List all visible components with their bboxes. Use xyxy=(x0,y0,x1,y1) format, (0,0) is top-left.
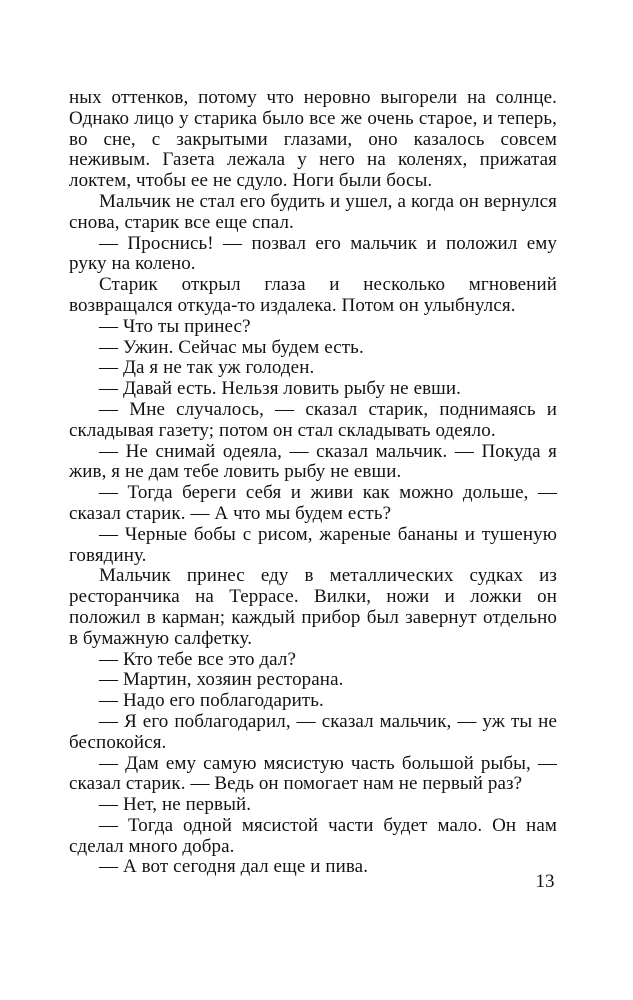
paragraph: Мальчик принес еду в металлических судках из ресторанчика на Террасе. Вилки, ножи и ложки он положил в карман; каждый прибор был завернут отдельно в бумажную салфетку. xyxy=(69,565,557,649)
paragraph: — Что ты принес? xyxy=(99,315,251,337)
page-number: 13 xyxy=(535,871,555,892)
paragraph: — Надо его поблагодарить. xyxy=(99,690,324,712)
paragraph: — Дам ему самую мясистую часть большой рыбы, — сказал старик. — Ведь он помогает нам не первый раз? xyxy=(69,752,557,795)
paragraph: Старик открыл глаза и несколько мгновений возвращался откуда-то издалека. Потом он улыбнулся. xyxy=(69,274,557,316)
paragraph: — Да я не так уж голоден. xyxy=(99,357,315,379)
paragraph: — Нет, не первый. xyxy=(99,794,252,816)
paragraph: — Тогда одной мясистой части будет мало. Он нам сделал много добра. xyxy=(69,814,557,857)
paragraph: — Я его поблагодарил, — сказал мальчик, — уж ты не беспокойся. xyxy=(69,710,557,753)
paragraph: Мальчик не стал его будить и ушел, а когда он вернулся снова, старик все еще спал. xyxy=(69,190,557,233)
paragraph: — Не снимай одеяла, — сказал мальчик. — Покуда я жив, я не дам тебе ловить рыбу не евши. xyxy=(69,440,557,483)
paragraph: — Кто тебе все это дал? xyxy=(99,648,296,670)
paragraph: — Давай есть. Нельзя ловить рыбу не евши. xyxy=(99,378,462,400)
paragraph: — Мне случалось, — сказал старик, поднимаясь и складывая газету; потом он стал складывать одеяло. xyxy=(69,398,557,441)
paragraph: — А вот сегодня дал еще и пива. xyxy=(99,856,369,878)
paragraph: — Тогда береги себя и живи как можно дольше, — сказал старик. — А что мы будем есть? xyxy=(69,482,557,524)
paragraph: — Мартин, хозяин ресторана. xyxy=(99,669,344,691)
body-text xyxy=(69,88,557,878)
paragraph: ных оттенков, потому что неровно выгорели на солнце. Однако лицо у старика было все же очень старое, и теперь, во сне, с закрытыми глазами, оно казалось совсем неживым. Газета лежала у него на коленях, прижатая локтем, чтобы ее не сдуло. Ноги были босы. xyxy=(69,87,557,192)
paragraph: — Черные бобы с рисом, жареные бананы и тушеную говядину. xyxy=(69,523,557,566)
paragraph: — Проснись! — позвал его мальчик и положил ему руку на колено. xyxy=(69,232,557,275)
paragraph: — Ужин. Сейчас мы будем есть. xyxy=(99,336,364,358)
